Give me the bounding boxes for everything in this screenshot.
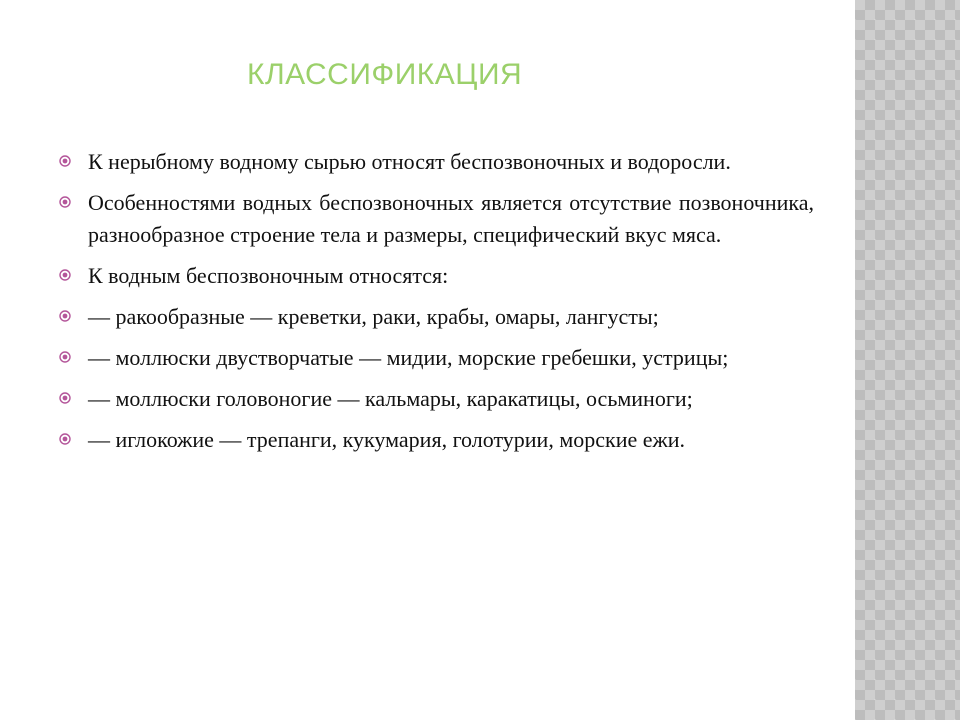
bullet-text: — моллюски головоногие — кальмары, каракатицы, осьминоги;	[88, 386, 693, 411]
bullet-circle-icon	[59, 351, 71, 363]
bullet-text: — ракообразные — креветки, раки, крабы, омары, лангусты;	[88, 304, 659, 329]
bullet-text: К водным беспозвоночным относятся:	[88, 263, 449, 288]
bullet-item	[58, 187, 814, 251]
bullet-item	[58, 383, 814, 415]
bullet-circle-icon	[59, 269, 71, 281]
bullet-text: — моллюски двустворчатые — мидии, морские гребешки, устрицы;	[88, 345, 729, 370]
bullet-text: — иглокожие — трепанги, кукумария, голотурии, морские ежи.	[88, 427, 685, 452]
bullet-item	[58, 146, 814, 178]
bullet-text: Особенностями водных беспозвоночных является отсутствие позвоночника, разнообразное строение тела и размеры, специфический вкус мяса.	[88, 190, 814, 247]
bullet-circle-icon	[59, 392, 71, 404]
bullet-circle-icon	[59, 155, 71, 167]
side-panel-pattern	[855, 0, 960, 720]
bullet-item	[58, 260, 814, 292]
bullet-item	[58, 342, 814, 374]
bullet-list	[58, 146, 814, 465]
bullet-text: К нерыбному водному сырью относят беспозвоночных и водоросли.	[88, 149, 731, 174]
bullet-circle-icon	[59, 433, 71, 445]
decorative-side-panel	[855, 0, 960, 720]
bullet-circle-icon	[59, 310, 71, 322]
bullet-circle-icon	[59, 196, 71, 208]
slide-title: КЛАССИФИКАЦИЯ	[247, 58, 523, 91]
bullet-item	[58, 301, 814, 333]
bullet-item	[58, 424, 814, 456]
